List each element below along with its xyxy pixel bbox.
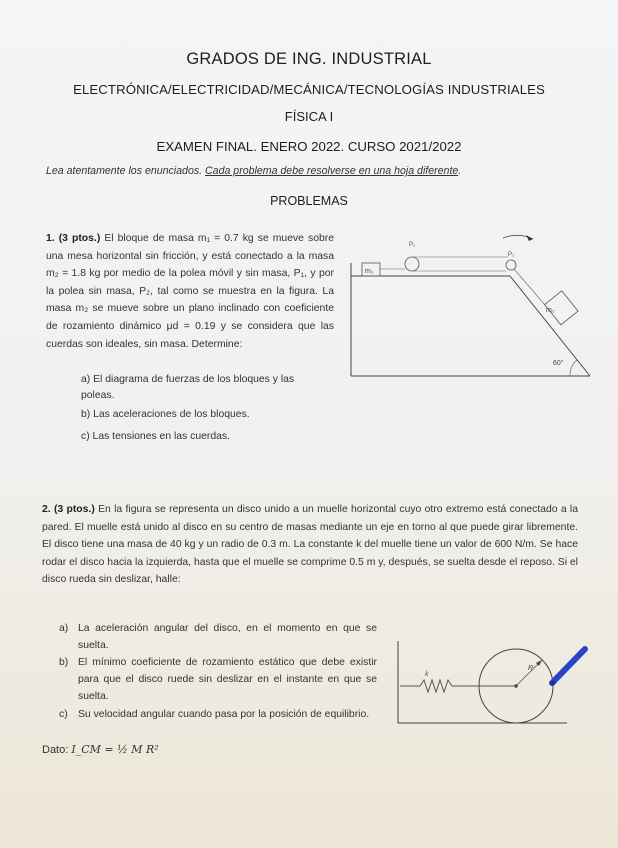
problem-2-item-b-label: b) [59, 657, 69, 668]
problem-1-figure [348, 228, 598, 380]
pulley-p2 [506, 260, 516, 270]
label-p1: P₁ [409, 242, 416, 248]
problem-1-item-a [81, 372, 321, 404]
problem-2-statement [42, 501, 578, 589]
problem-1-number: 1. (3 ptos.) [46, 233, 101, 244]
angle-arc [570, 360, 577, 376]
instructions-text: Lea atentamente los enunciados. [46, 165, 206, 177]
problem-2-item-a-text: La aceleración angular del disco, en el momento en que se suelta. [78, 623, 377, 652]
problem-2-item-a [59, 620, 377, 654]
problem-1-item-a-text: a) El diagrama de fuerzas de los bloques y las poleas. [81, 374, 295, 401]
instructions-underlined: Cada problema debe resolverse en una hoja diferente [205, 165, 459, 177]
dato-formula: I_CM = ½ M R² [71, 743, 159, 756]
exam-line: EXAMEN FINAL. ENERO 2022. CURSO 2021/2022 [156, 139, 462, 154]
label-r: R [528, 665, 534, 672]
section-title: PROBLEMAS [270, 194, 348, 208]
problem-2-item-c-label: c) [59, 709, 68, 720]
pen-icon [552, 649, 585, 683]
problem-2-item-a-label: a) [59, 623, 69, 634]
label-m1: m₁ [365, 268, 374, 275]
problem-2-text: En la figura se representa un disco unido a un muelle horizontal cuyo otro extremo está conectado a la pared. El muelle está unido al disco en su centro de masas mediante un eje en torno al que puede girar libremente. El disco tiene una masa de 40 kg y un radio de 0.3 m. La constante k del muelle tiene un valor de 600 N/m. Se hace rodar el disco hacia la izquierda, hasta que el muelle se comprime 0.5 m y, después, se suelta desde el reposo. Si el disco rueda sin deslizar, halle: [42, 504, 579, 586]
pen-tip-icon [551, 681, 556, 686]
dato [42, 743, 159, 756]
problem-2-item-c-text: Su velocidad angular cuando pasa por la posición de equilibrio. [78, 709, 370, 720]
label-p2: P₂ [508, 252, 515, 258]
pulley-p1 [405, 257, 419, 271]
label-k: k [425, 671, 429, 678]
label-m2: m₂ [546, 307, 555, 314]
instructions-end: . [458, 165, 462, 177]
exam-title: GRADOS DE ING. INDUSTRIAL [186, 50, 432, 68]
instructions [46, 165, 461, 177]
problem-2-number: 2. (3 ptos.) [42, 504, 95, 515]
problem-2-item-c [59, 706, 377, 723]
problem-2-item-b [59, 654, 377, 706]
problem-1-item-b: b) Las aceleraciones de los bloques. [81, 409, 250, 420]
incline-surface [510, 276, 590, 376]
programs-line: ELECTRÓNICA/ELECTRICIDAD/MECÁNICA/TECNOLOGÍAS INDUSTRIALES [73, 82, 545, 97]
arrow-head [526, 235, 533, 241]
problem-2-figure [392, 635, 594, 727]
problem-1-text: El bloque de masa m₁ = 0.7 kg se mueve sobre una mesa horizontal sin fricción, y está conectado a la masa m₂ = 1.8 kg por medio de la polea móvil y sin masa, P₁, y por la polea sin masa, P₂, tal como se muestra en la figura. La masa m₂ se mueve sobre un plano inclinado con coeficiente de rozamiento dinámico μd = 0.19 y se considera que las cuerdas son ideales, sin masa. Determine: [46, 233, 334, 350]
problem-1-item-c: c) Las tensiones en las cuerdas. [81, 431, 231, 442]
spring [400, 680, 514, 692]
label-angle: 60° [553, 360, 564, 367]
dato-label: Dato: [42, 744, 69, 756]
problem-2-item-b-text: El mínimo coeficiente de rozamiento estático que debe existir para que el disco ruede sin deslizar en el instante en que se suelta. [78, 657, 377, 703]
subject-line: FÍSICA I [284, 109, 334, 124]
problem-1-statement [46, 230, 334, 353]
